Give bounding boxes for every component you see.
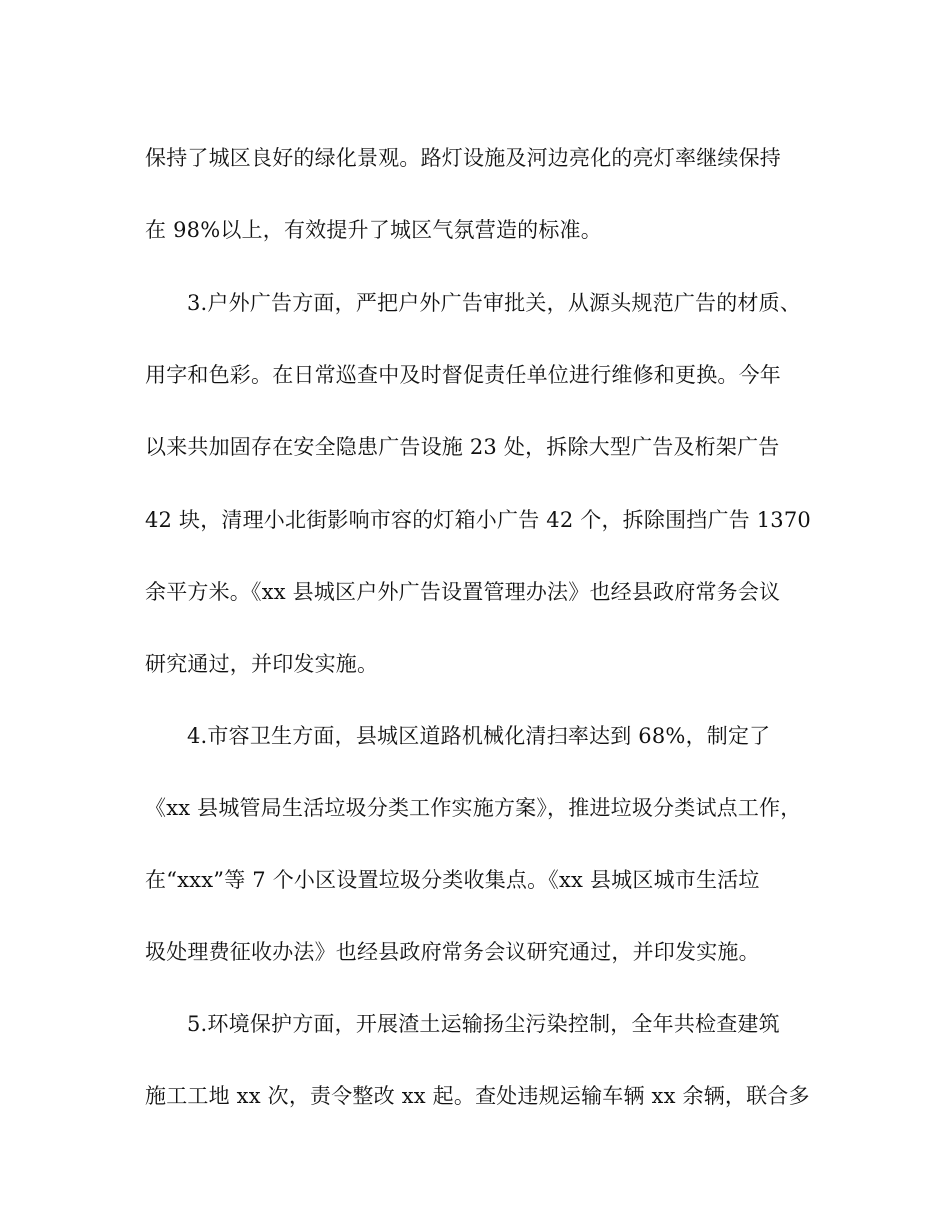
paragraph-start-line: 4.市容卫生方面，县城区道路机械化清扫率达到 68%，制定了	[187, 724, 771, 748]
text-line: 以来共加固存在安全隐患广告设施 23 处，拆除大型广告及桁架广告	[145, 435, 780, 459]
text-line: 保持了城区良好的绿化景观。路灯设施及河边亮化的亮灯率继续保持	[145, 146, 781, 170]
text-line: 《xx 县城管局生活垃圾分类工作实施方案》，推进垃圾分类试点工作，	[145, 796, 802, 820]
text-line: 施工工地 xx 次，责令整改 xx 起。查处违规运输车辆 xx 余辆，联合多	[145, 1084, 810, 1108]
text-line: 余平方米。《xx 县城区户外广告设置管理办法》也经县政府常务会议	[145, 580, 781, 604]
text-line: 研究通过，并印发实施。	[145, 652, 379, 676]
text-line: 在 98%以上，有效提升了城区气氛营造的标准。	[145, 218, 602, 242]
text-line: 42 块，清理小北街影响市容的灯箱小广告 42 个，拆除围挡广告 1370	[145, 508, 811, 532]
text-line: 圾处理费征收办法》也经县政府常务会议研究通过，并印发实施。	[145, 940, 760, 964]
paragraph-start-line: 3.户外广告方面，严把户外广告审批关，从源头规范广告的材质、	[187, 291, 802, 315]
text-line: 用字和色彩。在日常巡查中及时督促责任单位进行维修和更换。今年	[145, 363, 781, 387]
paragraph-start-line: 5.环境保护方面，开展渣土运输扬尘污染控制，全年共检查建筑	[187, 1012, 780, 1036]
text-line: 在“xxx”等 7 个小区设置垃圾分类收集点。《xx 县城区城市生活垃	[145, 868, 760, 892]
